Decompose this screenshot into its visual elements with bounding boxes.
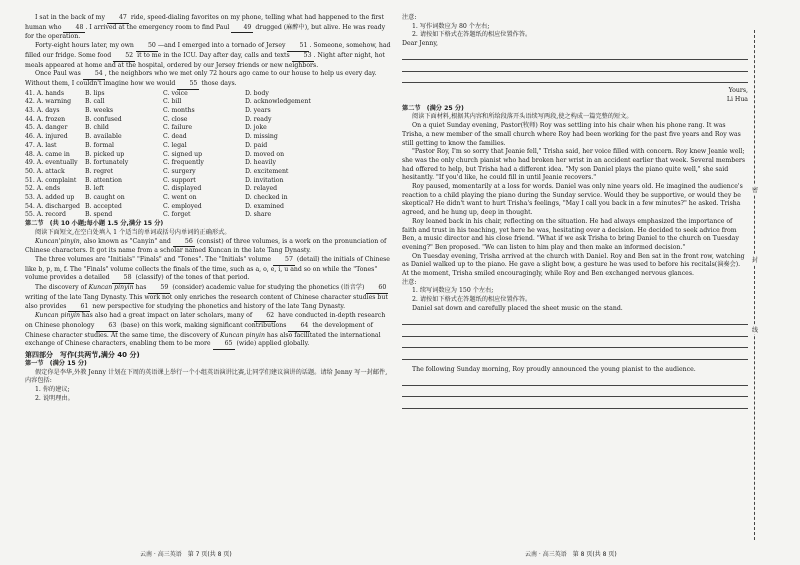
blank-48: 48	[63, 24, 85, 34]
option-cell: B. regret	[85, 167, 114, 175]
answer-line	[402, 72, 748, 84]
option-cell: C. legal	[163, 141, 187, 149]
section-2-instruction: 阅读下面短文,在空白处填入 1 个适当的单词或括号内单词的正确形式。	[35, 228, 231, 236]
answer-line	[402, 397, 748, 409]
writing-section-2-instruction: 阅读下面材料,根据其内容和所给段落开头语续写两段,使之构成一篇完整的短文。	[412, 113, 633, 121]
option-cell: 53. A. added up	[25, 194, 75, 202]
story-paragraph-5: On Tuesday evening, Trisha arrived at the church with Daniel. Roy and Ben sat in the front row, watching as Daniel walked up to the piano. He gave a slight bow, a gesture he was used to before his recitals(演奏会). At the moment, Trisha smiled encouragingly, while Roy and Ben exchanged nervous glances.	[402, 252, 745, 278]
option-cell: D. paid	[245, 141, 268, 149]
option-cell: D. examined	[245, 202, 284, 210]
page-8	[402, 14, 748, 409]
option-cell: C. voice	[163, 89, 188, 97]
option-cell: D. relayed	[245, 185, 278, 193]
blank-51: 51	[287, 42, 309, 52]
blank-62: 62	[254, 312, 276, 322]
continuation-start-2: The following Sunday morning, Roy proudly announced the young pianist to the audience.	[412, 365, 696, 373]
option-cell: D. heavily	[245, 159, 276, 167]
option-cell: D. share	[245, 211, 272, 219]
blank-59: 59	[148, 284, 170, 294]
option-cell: 49. A. eventually	[25, 159, 78, 167]
option-cell: B. confused	[85, 115, 122, 123]
blank-58: 58	[112, 274, 134, 284]
option-cell: 54. A. discharged	[25, 202, 81, 210]
option-cell: B. child	[85, 124, 109, 132]
answer-line	[402, 60, 748, 72]
option-cell: D. checked in	[245, 194, 288, 202]
blank-49: 49	[231, 24, 253, 34]
grammar-paragraph-1: Kuncan'pinyin, also known as "Canyin" and 56 (consist) of three volumes, is a work on the pronunciation of Chinese characters. It got its name from a scholar named Kuncan in the late Tang Dynasty.	[25, 237, 387, 255]
option-cell: C. went on	[163, 194, 197, 202]
writing-section-1-title: 第一节 (满分 15 分)	[25, 360, 87, 368]
letter-closing: Yours,	[728, 87, 748, 95]
option-cell: C. surgery	[163, 167, 196, 175]
option-cell: 46. A. injured	[25, 133, 68, 141]
page-8-footer: 云南 · 高三英语 第 8 页(共 8 页)	[525, 551, 617, 558]
option-cell: 48. A. came in	[25, 150, 70, 158]
grammar-paragraph-2: The three volumes are "Initials" "Finals" and "Tones". The "Initials" volume 57 (detail) the initials of Chinese like b, p, m, f. The "Finals" volume collects the finals of the time, such as a, o, e, i, u and so on while the "Tones" volume provides a detailed 58 (classify) of the tones of that period.	[25, 256, 392, 284]
option-cell: B. formal	[85, 141, 114, 149]
letter-greeting: Dear Jenny,	[402, 40, 438, 48]
story-paragraph-1: On a quiet Sunday evening, Pastor(牧师) Roy was settling into his chair when his phone rang. It was Trisha, a new member of the small church where Roy had been working for the past five years and Roy was still getting to know the families.	[402, 122, 741, 147]
option-cell: C. forget	[163, 211, 191, 219]
option-cell: C. signed up	[163, 150, 203, 158]
writing-section-2-title: 第二节 (满分 25 分)	[402, 104, 464, 112]
option-cell: D. invitation	[245, 176, 284, 184]
option-cell: 44. A. frozen	[25, 115, 66, 123]
blank-57: 57	[273, 256, 295, 266]
answer-line	[402, 49, 748, 61]
part-4-title: 第四部分 写作(共两节,满分 40 分)	[25, 351, 140, 360]
note-2-item-1: 1. 续写词数应为 150 个左右;	[412, 287, 494, 295]
option-cell: C. failure	[163, 124, 192, 132]
blank-54: 54	[83, 70, 105, 80]
option-cell: 47. A. last	[25, 141, 57, 149]
answer-line	[402, 337, 748, 349]
option-cell: 43. A. days	[25, 107, 60, 115]
note-2-title: 注意:	[402, 278, 417, 286]
letter-signature: Li Hua	[726, 96, 748, 104]
option-cell: D. missing	[245, 133, 278, 141]
option-cell: D. joke	[245, 124, 267, 132]
cloze-options	[25, 90, 392, 221]
option-cell: 55. A. record	[25, 211, 66, 219]
page-7	[25, 14, 392, 404]
option-cell: D. acknowledgement	[245, 98, 311, 106]
blank-65: 65	[213, 340, 235, 350]
option-cell: 51. A. complaint	[25, 176, 77, 184]
blank-64: 64	[288, 322, 310, 332]
option-cell: C. bill	[163, 98, 182, 106]
option-cell: B. left	[85, 185, 104, 193]
story-paragraph-3: Roy paused, momentarily at a loss for words. Daniel was only nine years old. He imagined the audience's reaction to a child playing the piano during the Sunday service. Would they be supportive, or would they be skeptical? He didn't want to hurt Trisha's feelings, "May I call you back in a few minutes?" he asked. Trisha agreed, and he hung up, deep in thought.	[402, 183, 743, 217]
answer-line	[402, 325, 748, 337]
blank-47: 47	[107, 14, 129, 24]
option-cell: D. years	[245, 107, 271, 115]
story-paragraph-4: Roy leaned back in his chair, reflecting on the situation. He had always emphasized the importance of faith and trust in his teaching, yet here he was, hesitating over a decision. He decided to seek advice from Ben, a music director and his close friend. "What if we ask Trisha to bring Daniel to the church on Tuesday evening?" Ben proposed. "We can listen to him play and then make an informed decision."	[402, 217, 739, 251]
option-cell: B. picked up	[85, 150, 125, 158]
binding-label-xian: 线	[751, 327, 758, 334]
note-2-item-2: 2. 请按如下格式在答题纸的相应位置作答。	[412, 296, 532, 304]
option-cell: B. attention	[85, 176, 122, 184]
story-paragraph-2: "Pastor Roy, I'm so sorry that Jeanie fell," Trisha said, her voice filled with concern. Roy knew Jeanie well; she was the only church pianist who had broken her wrist in an accident earlier that week. Several members had offered to help, but Trisha had a different idea. "My son Daniel plays the piano quite well," she said hesitantly. "If you'd like, he could fill in until Jeanie recovers."	[402, 148, 746, 182]
note-2: 2. 请按如下格式在答题纸的相应位置作答。	[412, 31, 532, 39]
page-7-footer: 云南 · 高三英语 第 7 页(共 8 页)	[140, 551, 232, 558]
cloze-paragraph-3: Once Paul was 54 , the neighbors who we met only 72 hours ago came to our house to help us every day. Without them, I couldn't imagine how we would 55 those days.	[25, 70, 392, 89]
option-cell: C. dead	[163, 133, 187, 141]
blank-50: 50	[136, 42, 158, 52]
blank-61: 61	[68, 303, 90, 313]
option-cell: B. accepted	[85, 202, 122, 210]
cloze-paragraph-2: Forty-eight hours later, my own 50 —and I emerged into a tornado of Jersey 51 . Someone, somehow, had filled our fridge. Some food 52 it to me in the ICU. Day after day, calls and texts 53 . Night after night, hot meals appeared at home and at the hospital, ordered by our Jersey friends or new neighbors.	[25, 42, 391, 69]
option-cell: D. excitement	[245, 167, 289, 175]
blank-56: 56	[173, 238, 195, 248]
binding-line	[754, 30, 755, 540]
option-cell: 45. A. danger	[25, 124, 68, 132]
option-cell: B. weeks	[85, 107, 114, 115]
option-cell: B. available	[85, 133, 122, 141]
writing-item-1: 1. 你的建议;	[35, 386, 70, 394]
cloze-paragraph-1: I sat in the back of my 47 ride, speed-dialing favorites on my phone, telling what had happened to the first human who 48 . I arrived at the emergency room to find Paul 49 drugged (麻醉中), but alive. He was ready for the operation.	[25, 14, 386, 41]
option-cell: D. ready	[245, 115, 272, 123]
answer-line	[402, 314, 748, 326]
option-cell: C. displayed	[163, 185, 202, 193]
answer-line	[402, 386, 748, 398]
answer-line	[402, 348, 748, 360]
option-cell: B. call	[85, 98, 105, 106]
option-cell: B. spend	[85, 211, 113, 219]
option-cell: C. frequently	[163, 159, 204, 167]
option-cell: C. close	[163, 115, 188, 123]
note-title: 注意:	[402, 14, 417, 21]
writing-section-1-task: 假定你是李华,外教 Jenny 计划在下周的英语课上举行一个小组英语演讲比赛,让同学们建议演讲的话题。请给 Jenny 写一封邮件,内容包括:	[25, 368, 388, 385]
writing-item-2: 2. 说明理由。	[35, 394, 74, 402]
section-2-title: 第二节 (共 10 小题;每小题 1.5 分,满分 15 分)	[25, 220, 164, 228]
option-cell: 50. A. attack	[25, 167, 65, 175]
option-cell: C. support	[163, 176, 196, 184]
blank-53: 53	[292, 52, 314, 62]
grammar-paragraph-3: The discovery of Kuncan pinyin has 59 (consider) academic value for studying the phonetics (语音学) 60 writing of the late Tang Dynasty. This work not only enriches the research content of Chinese character studies but also provides 61 new perspective for studying the phonetics and history of the late Tang Dynasty.	[25, 284, 392, 312]
option-cell: D. body	[245, 89, 269, 97]
note-1: 1. 写作词数应为 80 个左右;	[412, 22, 490, 30]
option-cell: 52. A. ends	[25, 185, 60, 193]
option-cell: B. fortunately	[85, 159, 129, 167]
option-cell: B. lips	[85, 89, 105, 97]
grammar-paragraph-4: Kuncan pinyin has also had a great impact on later scholars, many of 62 have conducted in-depth research on Chinese phonology 63 (base) on this work, making significant contributions 64 the development of Chinese character studies. At the same time, the discovery of Kuncan pinyin has also facilitated the international exchange of Chinese characters, enabling them to be more 65 (wide) applied globally.	[25, 312, 392, 350]
option-cell: 42. A. warning	[25, 98, 72, 106]
continuation-start-1: Daniel sat down and carefully placed the sheet music on the stand.	[412, 304, 623, 312]
blank-52: 52	[113, 52, 135, 62]
option-cell: B. caught on	[85, 194, 125, 202]
blank-60: 60	[366, 284, 388, 294]
option-cell: 41. A. hands	[25, 89, 65, 97]
answer-line	[402, 374, 748, 386]
binding-label-mi: 密	[751, 187, 758, 194]
option-cell: C. months	[163, 107, 195, 115]
option-cell: C. employed	[163, 202, 202, 210]
blank-63: 63	[96, 322, 118, 332]
binding-label-feng: 封	[751, 257, 758, 264]
option-cell: D. moved on	[245, 150, 285, 158]
blank-55: 55	[177, 80, 199, 90]
